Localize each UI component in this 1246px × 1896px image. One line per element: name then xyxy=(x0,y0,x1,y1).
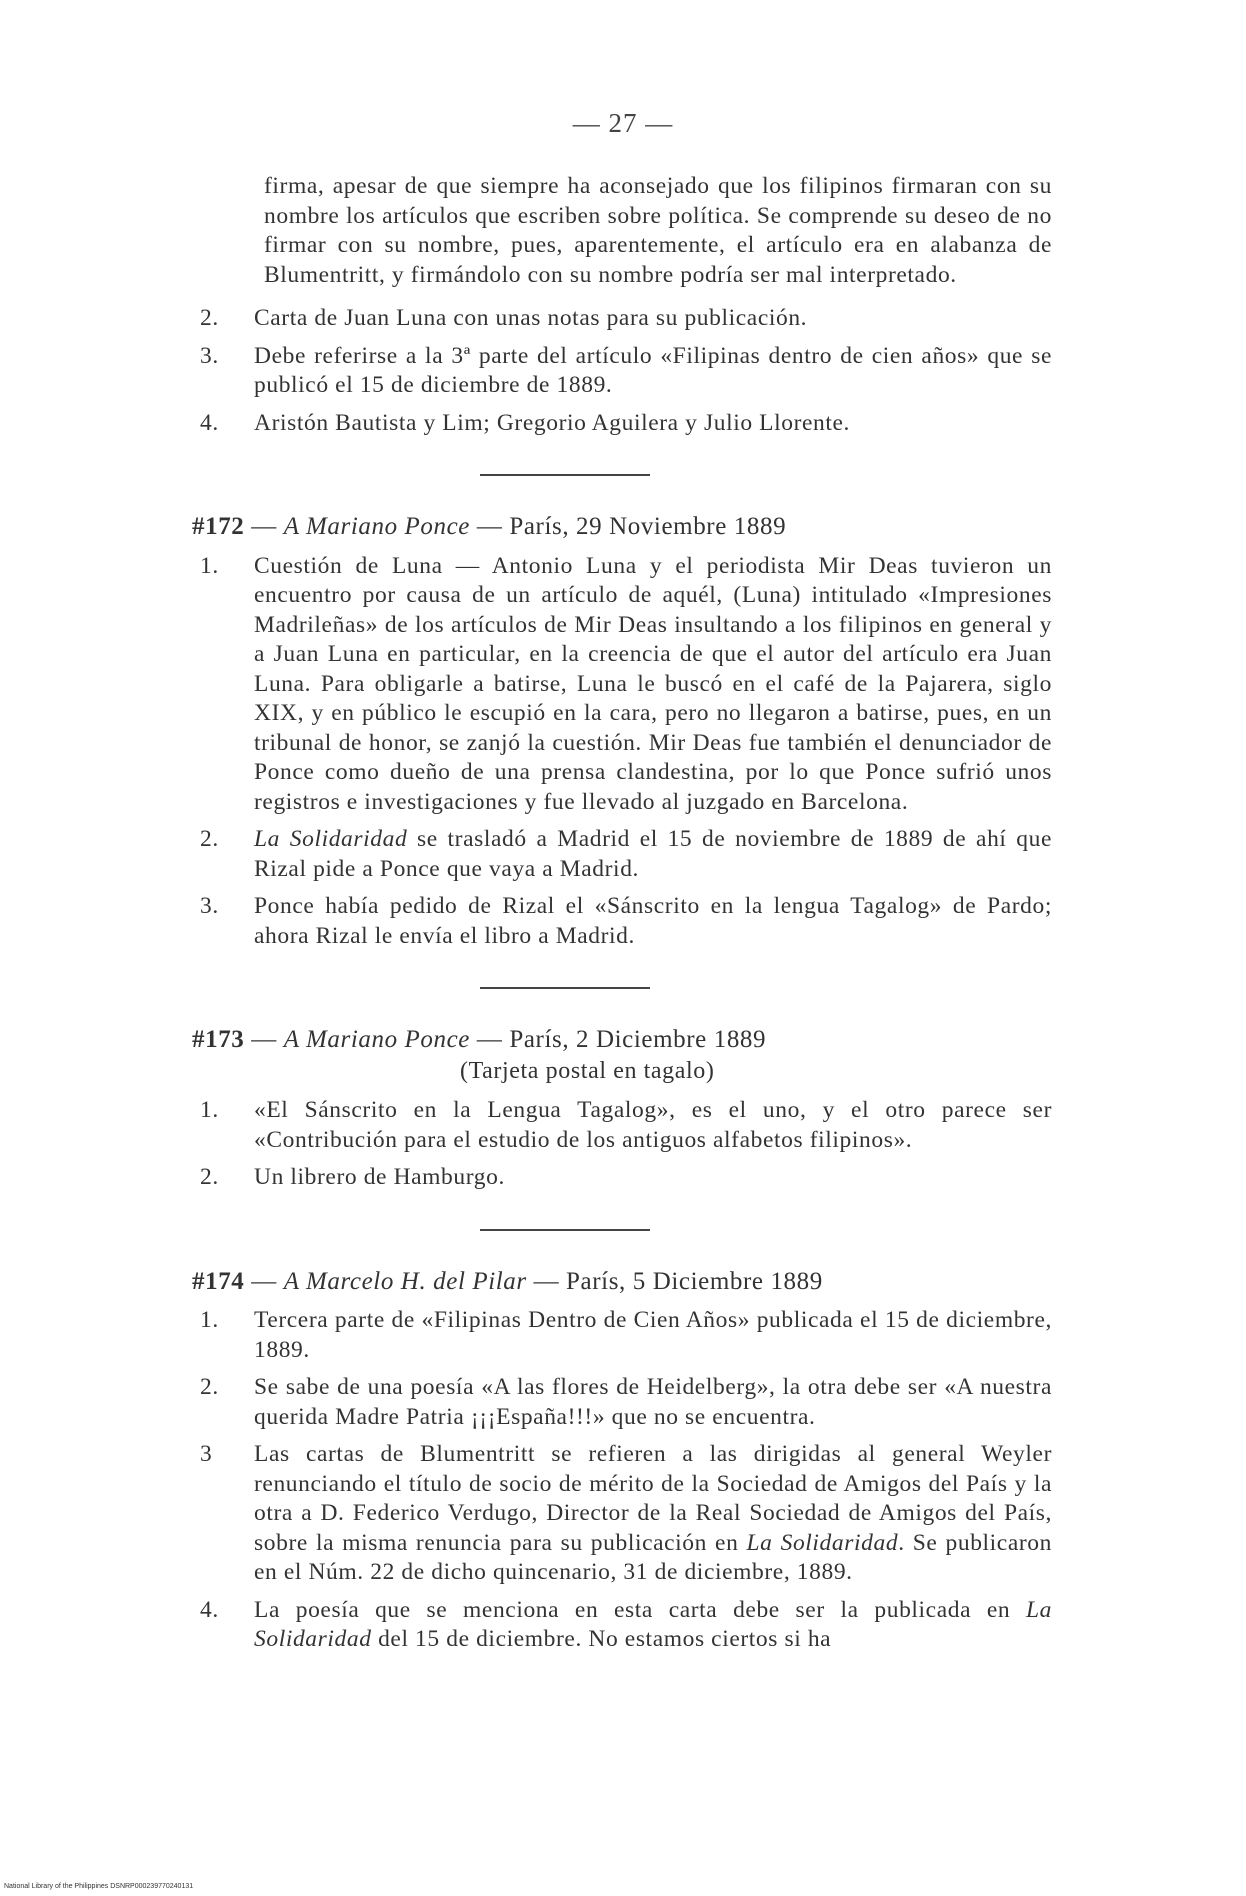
letter-recipient: A Marcelo H. del Pilar xyxy=(283,1267,527,1295)
periodical-title: La Solidaridad xyxy=(746,1529,899,1556)
list-item xyxy=(190,552,1052,818)
note-number: 2. xyxy=(200,305,219,331)
note-text: Se sabe de una poesía «A las flores de Heidelberg», la otra debe ser «A nuestra querida Madre Patria ¡¡¡España!!!» que no se encuentra. xyxy=(254,1374,1052,1430)
list-item xyxy=(190,1163,1052,1193)
note-number: 3 xyxy=(200,1441,213,1467)
list-item xyxy=(190,1373,1052,1432)
note-number: 2. xyxy=(200,1164,219,1190)
periodical-title: La Solidaridad xyxy=(254,826,408,852)
letter-number: #173 xyxy=(192,1026,245,1053)
list-item xyxy=(190,1306,1052,1365)
heading-dash: — xyxy=(244,1267,284,1295)
letter-heading xyxy=(190,1267,1052,1297)
section-divider xyxy=(480,474,650,476)
note-text: La poesía que se menciona en esta carta debe ser la publicada en xyxy=(254,1596,1026,1623)
note-text: Un librero de Hamburgo. xyxy=(254,1164,505,1190)
note-text: Debe referirse a la 3ª parte del artículo «Filipinas dentro de cien años» que se publicó el 15 de diciembre de 1889. xyxy=(254,342,1052,398)
intro-paragraph: firma, apesar de que siempre ha aconsejado que los filipinos firmaran con su nombre los artículos que escriben sobre política. Se comprende su deseo de no firmar con su nombre, pues, aparentemente, el artículo era en alabanza de Blumentritt, y firmándolo con su nombre podría ser mal interpretado. xyxy=(264,173,1052,288)
list-item xyxy=(190,892,1052,951)
list-item xyxy=(190,342,1052,401)
letter-number: #174 xyxy=(192,1267,245,1295)
note-text: se trasladó a Madrid el 15 de noviembre de 1889 de ahí que Rizal pide a Ponce que vaya a Madrid. xyxy=(254,826,1052,882)
letter-heading xyxy=(190,512,1052,542)
letter-place-date: — París, 29 Noviembre 1889 xyxy=(470,513,787,540)
note-text-end: . Se publicaron en el Núm. 22 de dicho quincenario, 31 de diciembre, 1889. xyxy=(254,1529,1052,1585)
note-text-wrap xyxy=(242,1440,1052,1588)
list-item xyxy=(190,409,1052,439)
list-item xyxy=(190,1596,1052,1655)
page-number: — 27 — xyxy=(572,108,674,138)
note-number: 4. xyxy=(200,409,219,436)
note-text-wrap xyxy=(242,1596,1052,1655)
section-divider xyxy=(480,1229,650,1231)
note-number: 3. xyxy=(200,342,219,369)
note-text: Las cartas de Blumentritt se refieren a las dirigidas al general Weyler renunciando el título de socio de mérito de la Sociedad de Amigos del País y la otra a D. Federico Verdugo, Director de la Real Sociedad de Amigos del País, sobre la misma renuncia para su publicación en xyxy=(254,1441,1052,1556)
list-item xyxy=(190,304,1052,334)
note-text: «El Sánscrito en la Lengua Tagalog», es el uno, y el otro parece ser «Contribución para el estudio de los antiguos alfabetos filipinos». xyxy=(254,1097,1052,1153)
note-number: 1. xyxy=(200,1097,219,1123)
letter-recipient: A Mariano Ponce xyxy=(283,513,471,540)
note-number: 1. xyxy=(200,552,219,579)
note-text: Carta de Juan Luna con unas notas para su publicación. xyxy=(254,305,808,331)
list-item xyxy=(190,1440,1052,1588)
section-divider xyxy=(480,987,650,989)
note-text-end: del 15 de diciembre. No estamos ciertos si ha xyxy=(371,1626,832,1652)
letter-place-date: — París, 2 Diciembre 1889 xyxy=(470,1026,767,1053)
letter-subtitle: (Tarjeta postal en tagalo) xyxy=(460,1057,715,1084)
letter-heading xyxy=(190,1025,1052,1055)
note-text: Aristón Bautista y Lim; Gregorio Aguilera y Julio Llorente. xyxy=(254,409,851,436)
letter-number: #172 xyxy=(192,513,245,540)
note-text: Tercera parte de «Filipinas Dentro de Cien Años» publicada el 15 de diciembre, 1889. xyxy=(254,1307,1052,1363)
list-item xyxy=(190,825,1052,884)
periodical-title: La Solidaridad xyxy=(254,1596,1052,1652)
list-item xyxy=(190,1096,1052,1155)
archive-footer: National Library of the Philippines DSNRP000239770240131 xyxy=(4,1883,194,1890)
heading-dash: — xyxy=(244,513,284,540)
letter-place-date: — París, 5 Diciembre 1889 xyxy=(526,1267,823,1295)
page-body xyxy=(190,172,1052,1663)
note-number: 1. xyxy=(200,1307,219,1333)
note-text: Ponce había pedido de Rizal el «Sánscrito en la lengua Tagalog» de Pardo; ahora Rizal le envía el libro a Madrid. xyxy=(254,893,1052,949)
note-text-wrap xyxy=(242,825,1052,884)
note-number: 2. xyxy=(200,826,219,852)
note-number: 4. xyxy=(200,1596,219,1623)
heading-dash: — xyxy=(244,1026,284,1053)
note-number: 2. xyxy=(200,1374,219,1400)
note-number: 3. xyxy=(200,893,219,919)
note-text: Cuestión de Luna — Antonio Luna y el periodista Mir Deas tuvieron un encuentro por causa de un artículo de aquél, (Luna) intitulado «Impresiones Madrileñas» de los artículos de Mir Deas insultando a los filipinos en general y a Juan Luna en particular, en la creencia de que el autor del artículo era Juan Luna. Para obligarle a batirse, Luna le buscó en el café de la Pajarera, siglo XIX, y en público le escupió en la cara, pero no llegaron a batirse, pues, en un tribunal de honor, se zanjó la cuestión. Mir Deas fue también el denunciador de Ponce como dueño de una prensa clandestina, por lo que Ponce sufrió unos registros e investigaciones y fue llevado al juzgado en Barcelona. xyxy=(254,552,1052,815)
letter-recipient: A Mariano Ponce xyxy=(283,1026,471,1053)
